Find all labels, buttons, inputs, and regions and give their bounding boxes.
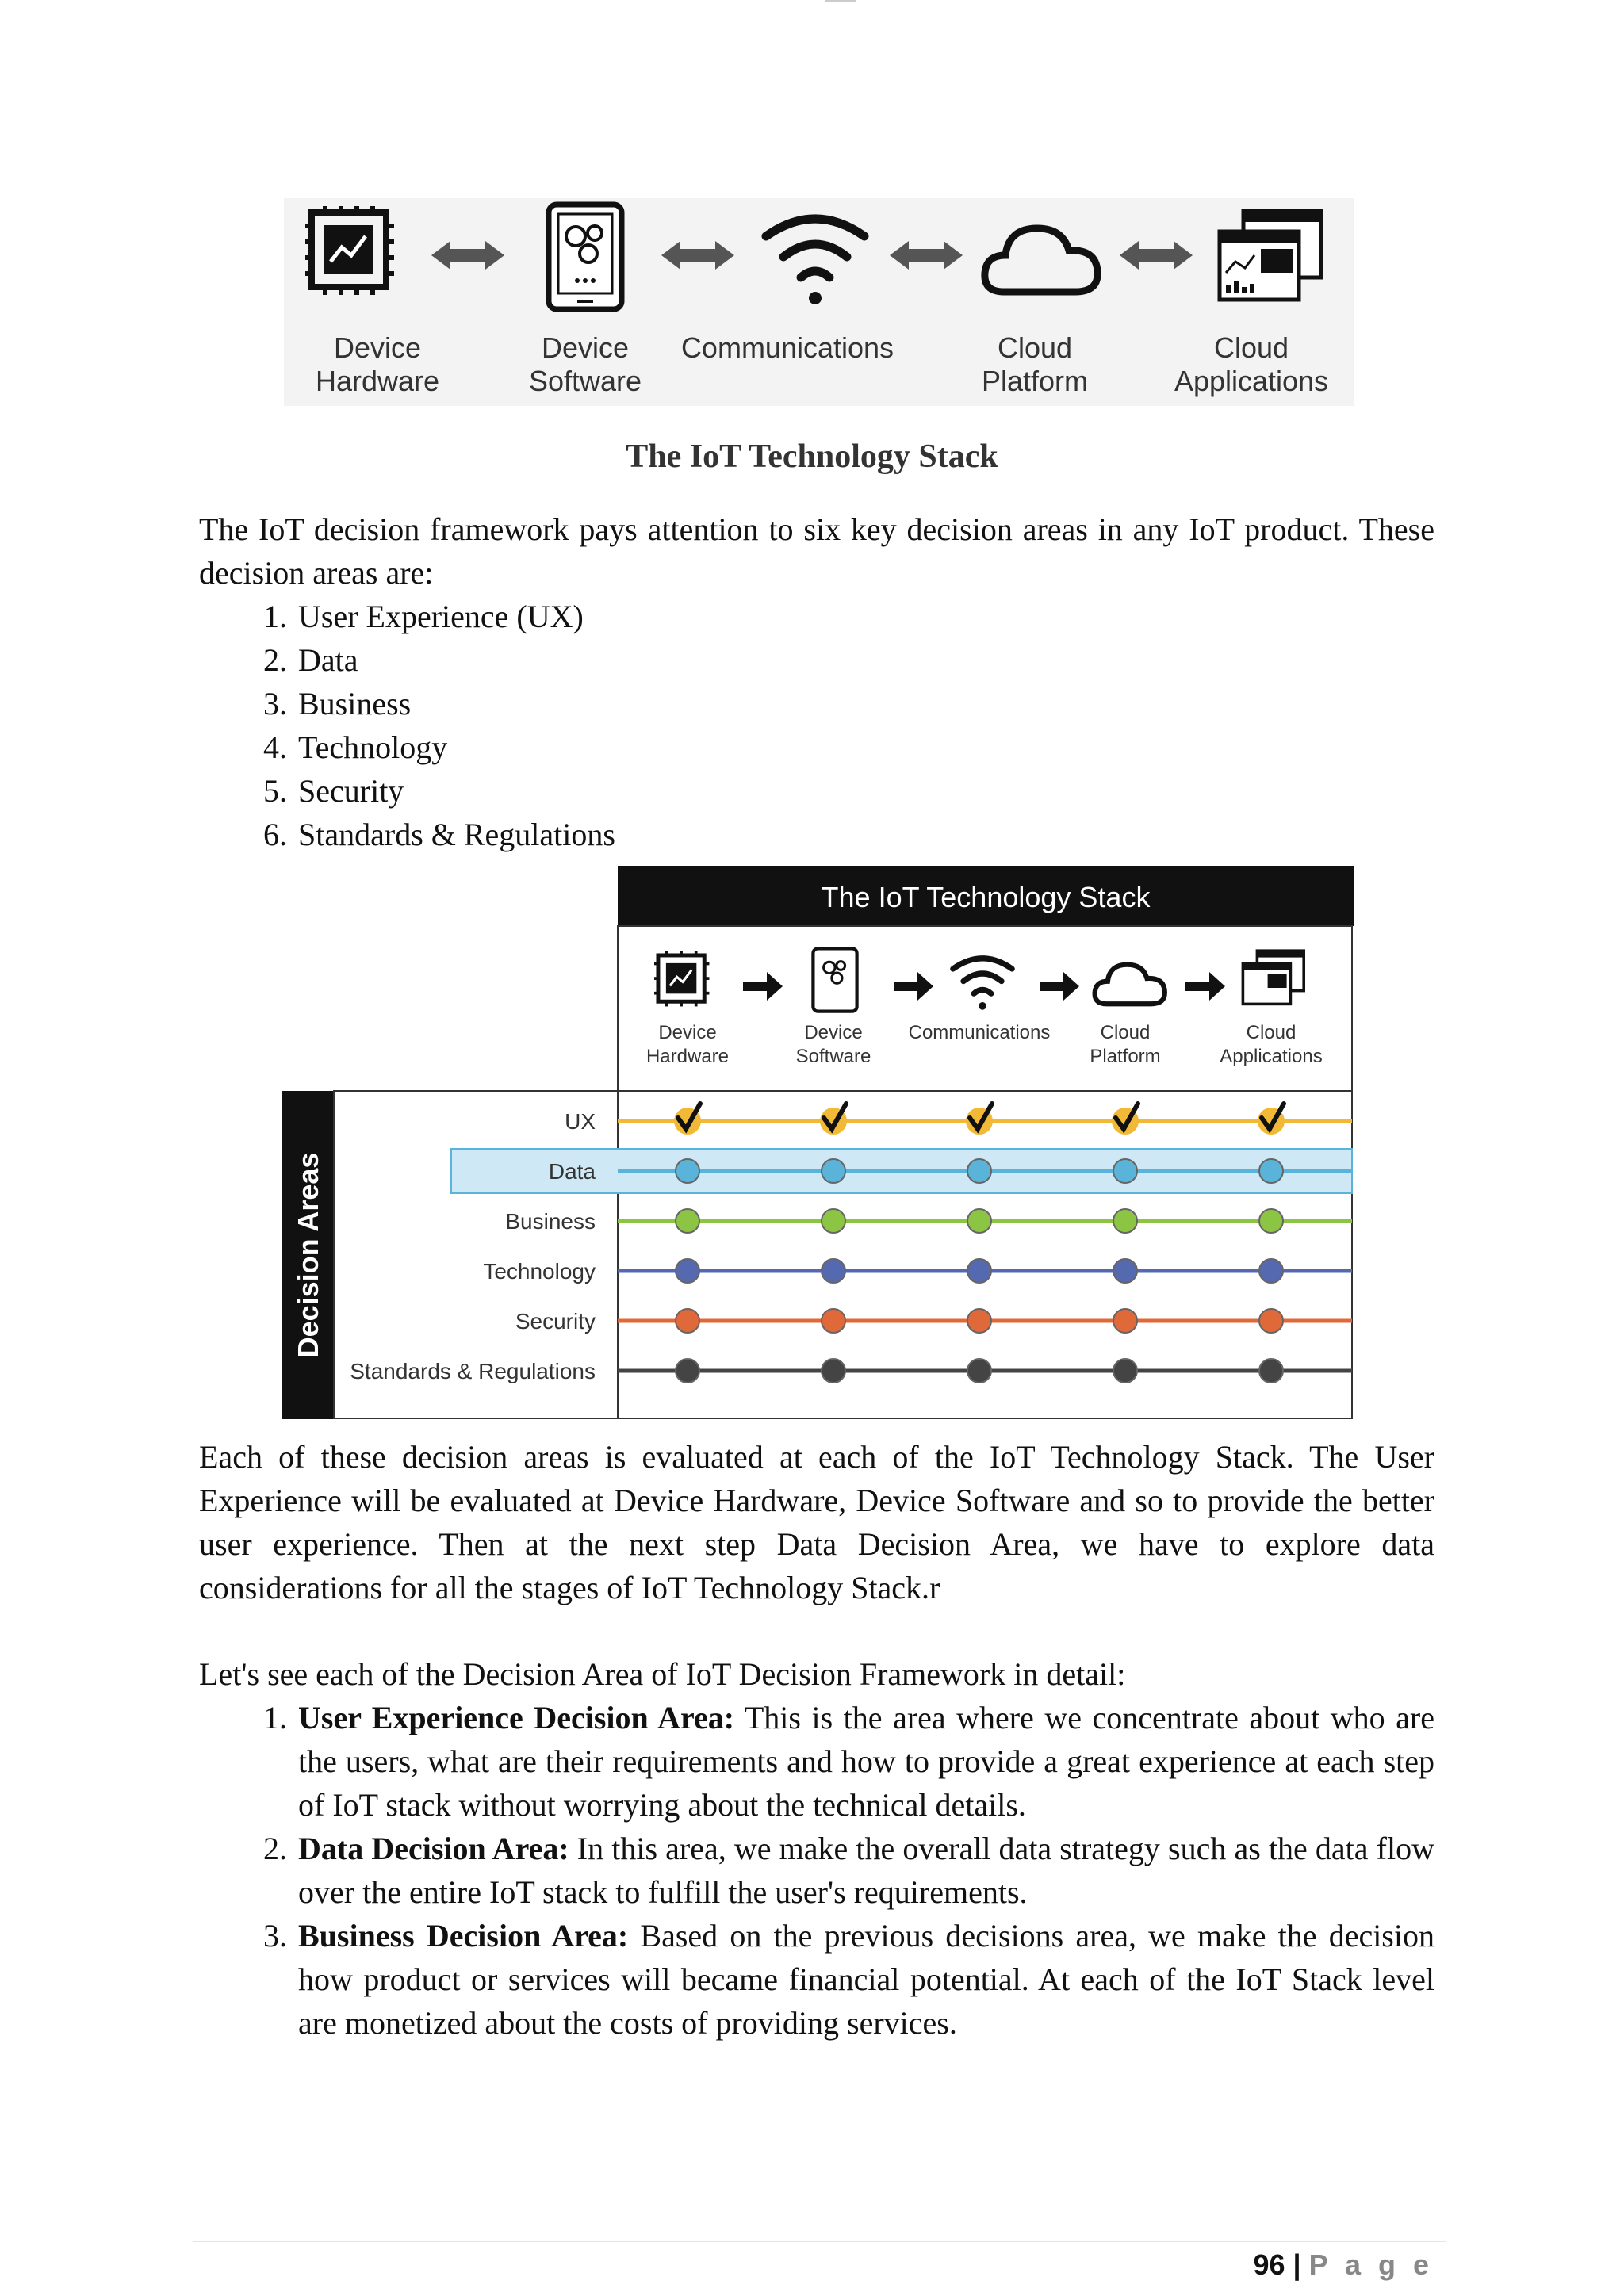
decision-matrix bbox=[282, 866, 1354, 1419]
top-mark bbox=[825, 0, 856, 2]
tablet-small-icon bbox=[813, 948, 856, 1011]
dot-marker bbox=[676, 1309, 699, 1333]
dot-marker bbox=[967, 1359, 991, 1383]
decision-areas-list bbox=[263, 595, 1434, 856]
decision-row bbox=[505, 1209, 1352, 1234]
dot-marker bbox=[676, 1259, 699, 1283]
decision-details-list bbox=[263, 1696, 1434, 2045]
dot-marker bbox=[676, 1209, 699, 1233]
stack-label: Device Hardware bbox=[645, 1022, 730, 1067]
dot-marker bbox=[1259, 1309, 1283, 1333]
wifi-icon bbox=[766, 219, 864, 304]
dot-marker bbox=[1113, 1359, 1137, 1383]
dot-marker bbox=[1259, 1159, 1283, 1183]
dot-marker bbox=[1113, 1309, 1137, 1333]
footer-divider bbox=[193, 2241, 1446, 2242]
list-item: 1. User Experience Decision Area: This is the area where we concentrate about who are the users, what are their requirements and how to provide a great experience at each step of IoT stack without worrying about the technical details. bbox=[263, 1700, 1434, 1823]
detail-intro: Let's see each of the Decision Area of IoT Decision Framework in detail: bbox=[199, 1656, 1126, 1692]
cloud-icon bbox=[985, 228, 1097, 292]
dot-marker bbox=[676, 1159, 699, 1183]
dot-marker bbox=[967, 1209, 991, 1233]
decision-row bbox=[451, 1149, 1352, 1193]
stack-label: Communications bbox=[908, 1022, 1051, 1043]
dot-marker bbox=[822, 1159, 845, 1183]
page-number: 96 | P a g e bbox=[1253, 2248, 1434, 2281]
decision-areas-label: Decision Areas bbox=[292, 1152, 324, 1358]
dot-marker bbox=[676, 1359, 699, 1383]
stack-label: Cloud Platform bbox=[1090, 1022, 1161, 1067]
label-communications: Communications bbox=[680, 331, 894, 364]
list-item: 2. Data Decision Area: In this area, we make the overall data strategy such as the data flow over the entire IoT stack to fulfill the user's requirements. bbox=[263, 1831, 1434, 1910]
row-label: Technology bbox=[483, 1259, 596, 1284]
label-cloud-applications: Cloud Applications bbox=[1174, 331, 1329, 397]
row-label: UX bbox=[565, 1109, 596, 1134]
matrix-title: The IoT Technology Stack bbox=[821, 881, 1151, 913]
dot-marker bbox=[1259, 1209, 1283, 1233]
label-device-software: Device Software bbox=[528, 331, 642, 397]
list-item: 3. Business bbox=[263, 686, 412, 721]
intro-paragraph: The IoT decision framework pays attention to six key decision areas in any IoT product. These decision areas are: bbox=[199, 511, 1434, 591]
dot-marker bbox=[1259, 1259, 1283, 1283]
chip-icon bbox=[305, 206, 394, 295]
dot-marker bbox=[822, 1259, 845, 1283]
list-item: 2. Data bbox=[263, 642, 358, 678]
row-label: Business bbox=[505, 1209, 596, 1234]
row-label: Data bbox=[548, 1159, 596, 1184]
dot-marker bbox=[1113, 1259, 1137, 1283]
list-item: 6. Standards & Regulations bbox=[263, 817, 615, 852]
dot-marker bbox=[1113, 1209, 1137, 1233]
decision-row bbox=[350, 1359, 1352, 1383]
decision-matrix-figure bbox=[282, 866, 1354, 1419]
dot-marker bbox=[967, 1259, 991, 1283]
label-cloud-platform: Cloud Platform bbox=[981, 331, 1089, 397]
dot-marker bbox=[822, 1209, 845, 1233]
row-label: Security bbox=[515, 1309, 596, 1334]
tablet-gears-icon bbox=[549, 205, 622, 309]
list-item: 5. Security bbox=[263, 773, 404, 809]
decision-row bbox=[483, 1259, 1352, 1284]
dot-marker bbox=[967, 1159, 991, 1183]
figure-caption: The IoT Technology Stack bbox=[626, 438, 998, 475]
dot-marker bbox=[1259, 1359, 1283, 1383]
row-label: Standards & Regulations bbox=[350, 1359, 596, 1383]
stack-label: Device Software bbox=[795, 1022, 871, 1067]
dot-marker bbox=[822, 1309, 845, 1333]
dot-marker bbox=[967, 1309, 991, 1333]
dot-marker bbox=[822, 1359, 845, 1383]
decision-row bbox=[515, 1309, 1352, 1334]
dashboard-apps-icon bbox=[1220, 211, 1321, 300]
label-device-hardware: Device Hardware bbox=[315, 331, 440, 397]
evaluation-paragraph: Each of these decision areas is evaluated at each of the IoT Technology Stack. The User Experience will be evaluated at Device Hardware, Device Software and so to provide the better user experience. Then at the next step Data Decision Area, we have to explore data considerations for all the stages of IoT Technology Stack.r bbox=[199, 1439, 1434, 1605]
stack-label: Cloud Applications bbox=[1220, 1022, 1323, 1067]
list-item: 3. Business Decision Area: Based on the previous decisions area, we make the decision how product or services will became financial potential. At each of the IoT Stack level are monetized about the costs of providing services. bbox=[263, 1918, 1434, 2041]
list-item: 4. Technology bbox=[263, 729, 448, 765]
dot-marker bbox=[1113, 1159, 1137, 1183]
iot-stack-figure bbox=[284, 198, 1354, 406]
list-item: 1. User Experience (UX) bbox=[263, 599, 584, 634]
